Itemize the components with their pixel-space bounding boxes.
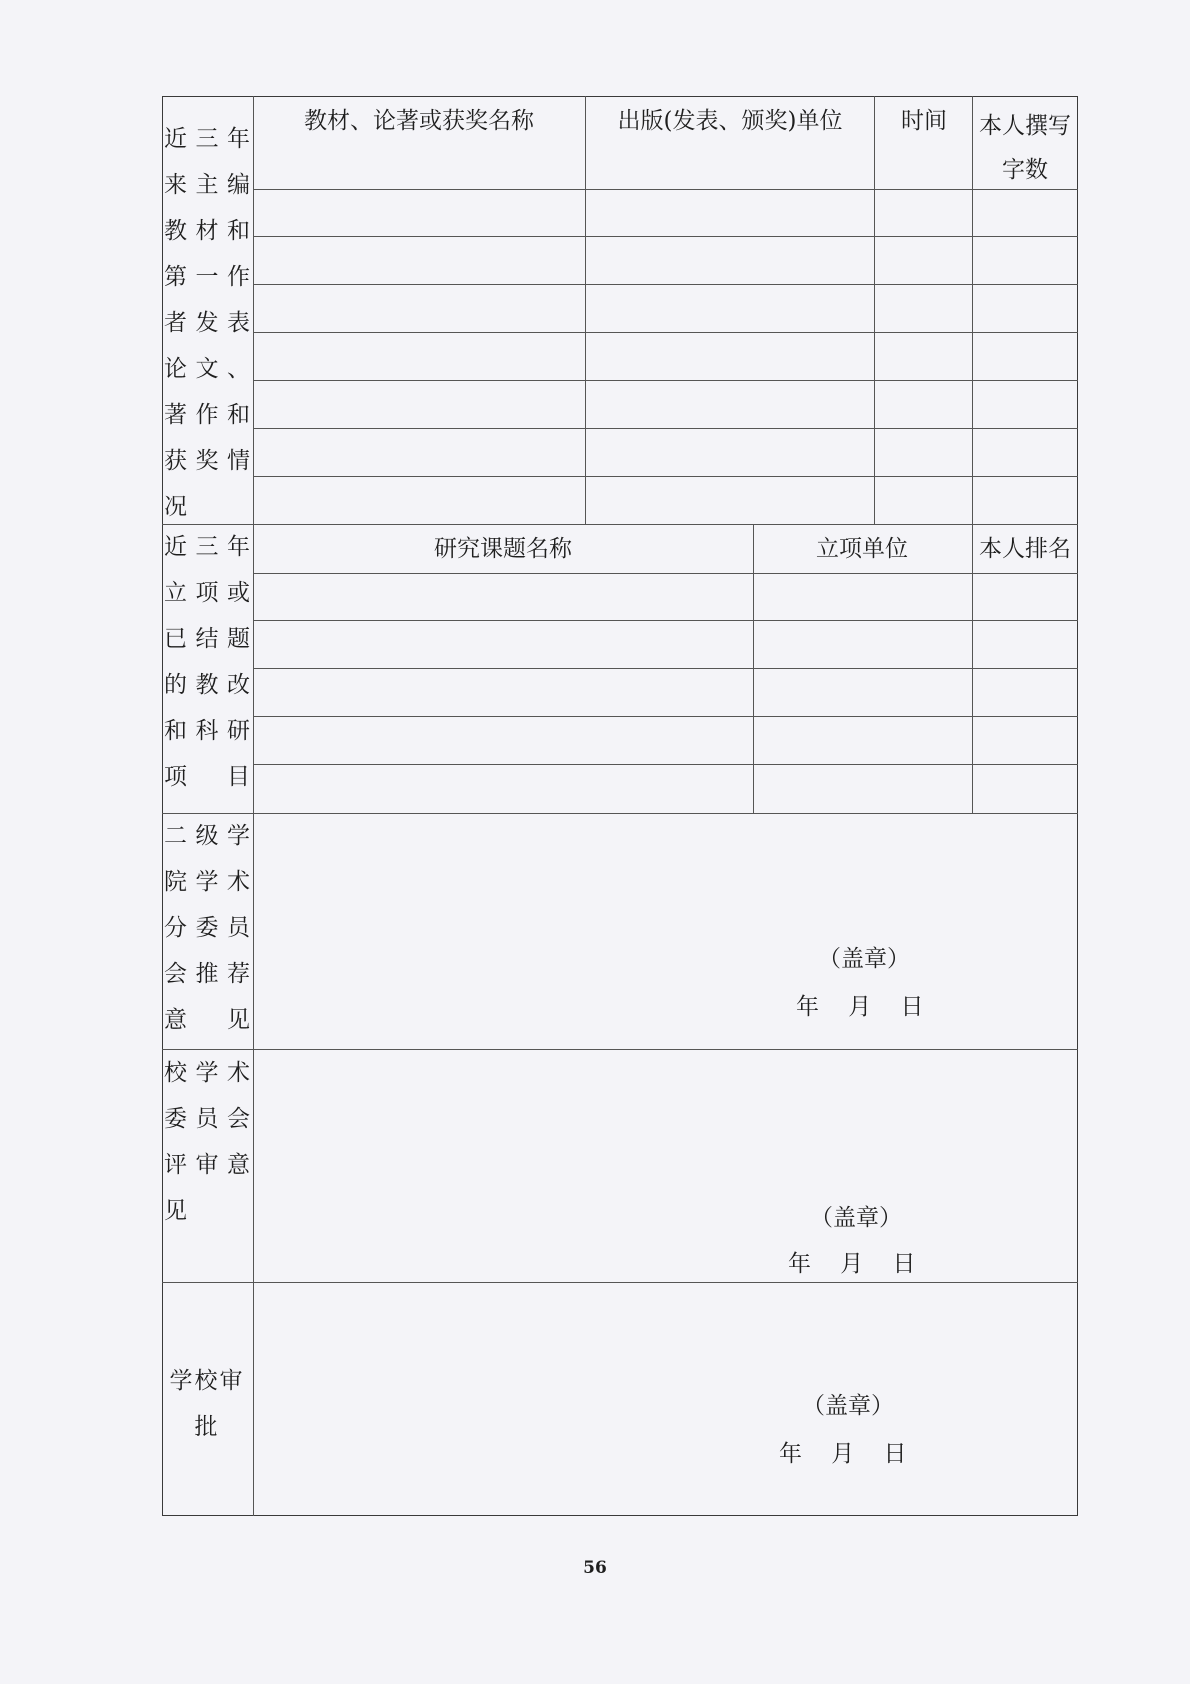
s1-col-divider <box>874 96 875 524</box>
section4-label: 校学术委员会评审意见 <box>164 1060 250 1224</box>
s4-stamp: （盖章） <box>810 1205 902 1231</box>
s2-header-rank: 本人排名 <box>979 536 1071 562</box>
section1-label: 近三年来主编教材和第一作者发表论文、著作和获奖情况 <box>164 126 250 520</box>
s4-date: 年 月 日 <box>788 1251 916 1277</box>
s1-row-line <box>253 189 1078 190</box>
s1-row-line <box>253 476 1078 477</box>
page-number: 56 <box>583 1558 607 1578</box>
s1-col-divider <box>972 96 973 524</box>
s1-row-line <box>253 428 1078 429</box>
s3-date: 年 月 日 <box>796 994 924 1020</box>
s2-row-line <box>253 620 1078 621</box>
section-divider <box>162 1049 1078 1050</box>
section2-label: 近三年立项或已结题的教改和科研项目 <box>164 534 250 790</box>
s1-col-divider <box>585 96 586 524</box>
s5-stamp: （盖章） <box>802 1393 894 1419</box>
section3-label: 二级学院学术分委员会推荐意见 <box>164 823 250 1033</box>
s1-header-publisher: 出版(发表、颁奖)单位 <box>617 108 843 134</box>
form-table <box>162 96 1078 1516</box>
s1-row-line <box>253 236 1078 237</box>
s3-stamp: （盖章） <box>818 946 910 972</box>
s1-header-title: 教材、论著或获奖名称 <box>304 108 534 134</box>
s1-row-line <box>253 380 1078 381</box>
s2-row-line <box>253 668 1078 669</box>
s1-header-time: 时间 <box>901 108 947 134</box>
s2-row-line <box>253 764 1078 765</box>
s1-header-words: 本人撰写字数 <box>979 113 1071 183</box>
s2-header-unit: 立项单位 <box>816 536 908 562</box>
section-divider <box>162 524 1078 525</box>
s2-row-line <box>253 716 1078 717</box>
section-divider <box>162 1282 1078 1283</box>
s1-row-line <box>253 332 1078 333</box>
s1-row-line <box>253 284 1078 285</box>
s2-row-line <box>253 573 1078 574</box>
label-column-divider <box>253 96 254 1516</box>
s5-date: 年 月 日 <box>779 1441 907 1467</box>
section5-label: 学校审批 <box>169 1368 245 1440</box>
section-divider <box>162 813 1078 814</box>
s2-header-topic: 研究课题名称 <box>434 536 572 562</box>
